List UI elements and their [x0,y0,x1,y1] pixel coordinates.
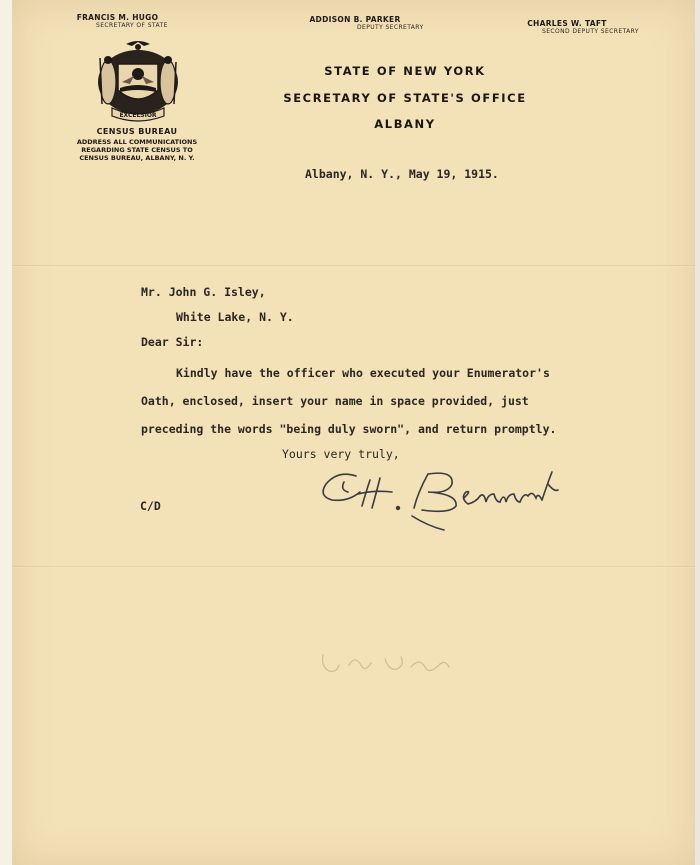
salutation: Dear Sir: [141,335,204,349]
office-line-secretary: SECRETARY OF STATE'S OFFICE [283,91,527,105]
official-name: CHARLES W. TAFT [527,19,607,28]
scan-edge [695,0,700,865]
address-line: CENSUS BUREAU, ALBANY, N. Y. [79,154,195,162]
office-line-city: ALBANY [374,117,436,131]
body-line: preceding the words "being duly sworn", and return promptly. [141,422,557,436]
office-line-state: STATE OF NEW YORK [324,64,486,78]
reference-initials: C/D [140,499,161,513]
address-line: ADDRESS ALL COMMUNICATIONS [76,138,198,146]
dateline: Albany, N. Y., May 19, 1915. [305,167,499,181]
official-name: FRANCIS M. HUGO [76,13,159,22]
official-title: DEPUTY SECRETARY [357,24,424,31]
recipient-address: White Lake, N. Y. [176,310,294,324]
address-line: REGARDING STATE CENSUS TO [81,146,193,154]
seal-motto: EXCELSIOR [119,112,157,119]
official-title: SECOND DEPUTY SECRETARY [542,28,639,35]
body-line: Oath, enclosed, insert your name in space provided, just [141,394,529,408]
recipient-name: Mr. John G. Isley, [141,285,266,299]
signature-image [318,462,568,542]
official-name: ADDISON B. PARKER [309,15,401,24]
paper-fold [12,265,695,267]
bureau-name: CENSUS BUREAU [96,127,178,136]
state-seal-icon [90,38,186,126]
ink-bleed-mark [315,645,455,685]
official-title: SECRETARY OF STATE [96,22,168,29]
closing: Yours very truly, [282,447,400,461]
body-line: Kindly have the officer who executed your Enumerator's [176,366,550,380]
paper-fold [12,566,695,568]
